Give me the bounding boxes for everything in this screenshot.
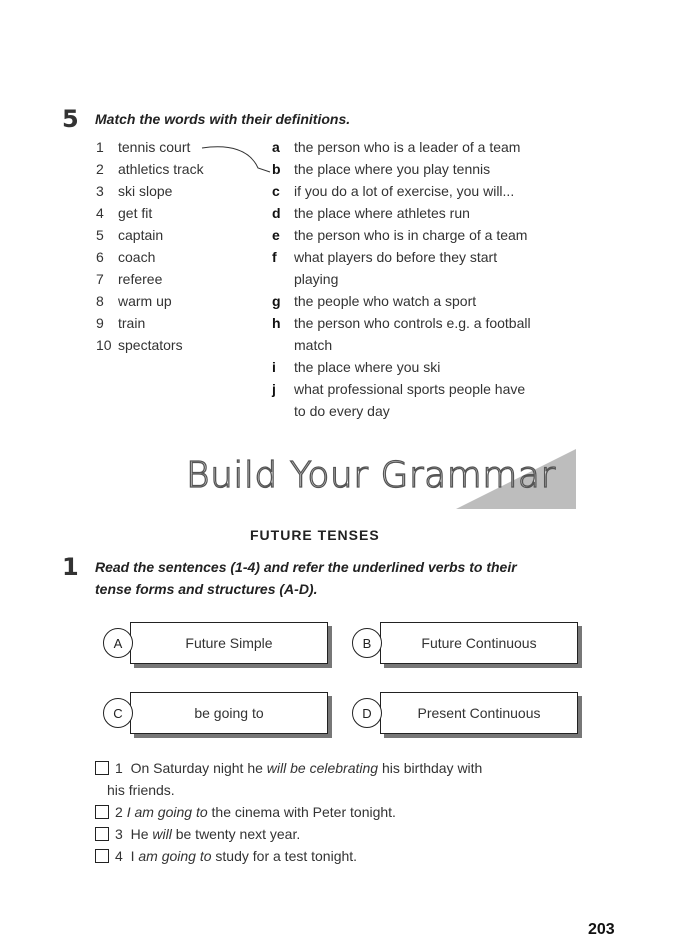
sentence-item: 1 On Saturday night he will be celebrating his birthday with [95, 757, 482, 779]
sentence-list [95, 757, 482, 867]
page-number: 203 [588, 921, 615, 938]
tense-box-b: Future Continuous [380, 622, 578, 664]
word-item: 5 captain [96, 227, 164, 243]
definition-list [272, 136, 531, 422]
definition-item: g the people who watch a sport [272, 293, 477, 309]
definition-item: c if you do a lot of exercise, you will... [272, 183, 515, 199]
definition-item: h the person who controls e.g. a football [272, 315, 531, 331]
tense-letter-c: C [103, 698, 133, 728]
word-item: 1 tennis court [96, 139, 191, 155]
word-item: 10 spectators [96, 337, 183, 353]
example-match-line [200, 140, 275, 180]
exercise-1-number: 1 [62, 553, 79, 581]
definition-item-continued: playing [294, 271, 339, 287]
exercise-5-instruction: Match the words with their definitions. [95, 111, 351, 127]
answer-checkbox[interactable] [95, 761, 109, 775]
definition-item: a the person who is a leader of a team [272, 139, 521, 155]
word-item: 4 get fit [96, 205, 153, 221]
answer-checkbox[interactable] [95, 827, 109, 841]
word-list [96, 136, 204, 356]
answer-checkbox[interactable] [95, 849, 109, 863]
word-item: 3 ski slope [96, 183, 173, 199]
definition-item: d the place where athletes run [272, 205, 470, 221]
sentence-item: 2 I am going to the cinema with Peter tonight. [95, 801, 482, 823]
definition-item-continued: match [294, 337, 333, 353]
word-item: 7 referee [96, 271, 163, 287]
definition-item: e the person who is in charge of a team [272, 227, 528, 243]
tense-letter-a: A [103, 628, 133, 658]
definition-item: f what players do before they start [272, 249, 498, 265]
tense-box-d: Present Continuous [380, 692, 578, 734]
tense-box-c: be going to [130, 692, 328, 734]
grammar-title: Build Your Grammar [186, 455, 556, 496]
section-subheading: FUTURE TENSES [250, 527, 380, 543]
grammar-title-block [176, 449, 576, 509]
definition-item: b the place where you play tennis [272, 161, 491, 177]
answer-checkbox[interactable] [95, 805, 109, 819]
sentence-item: 3 He will be twenty next year. [95, 823, 482, 845]
definition-item-continued: to do every day [294, 403, 390, 419]
tense-letter-b: B [352, 628, 382, 658]
definition-item: j what professional sports people have [272, 381, 526, 397]
word-item: 2 athletics track [96, 161, 204, 177]
word-item: 6 coach [96, 249, 156, 265]
exercise-5-number: 5 [62, 105, 79, 133]
tense-box-a: Future Simple [130, 622, 328, 664]
definition-item: i the place where you ski [272, 359, 441, 375]
sentence-item-continued: his friends. [107, 782, 175, 798]
sentence-item: 4 I am going to study for a test tonight. [95, 845, 482, 867]
word-item: 8 warm up [96, 293, 172, 309]
word-item: 9 train [96, 315, 146, 331]
tense-letter-d: D [352, 698, 382, 728]
exercise-1-instruction: Read the sentences (1-4) and refer the underlined verbs to their tense forms and structures (A-D). [95, 559, 517, 597]
